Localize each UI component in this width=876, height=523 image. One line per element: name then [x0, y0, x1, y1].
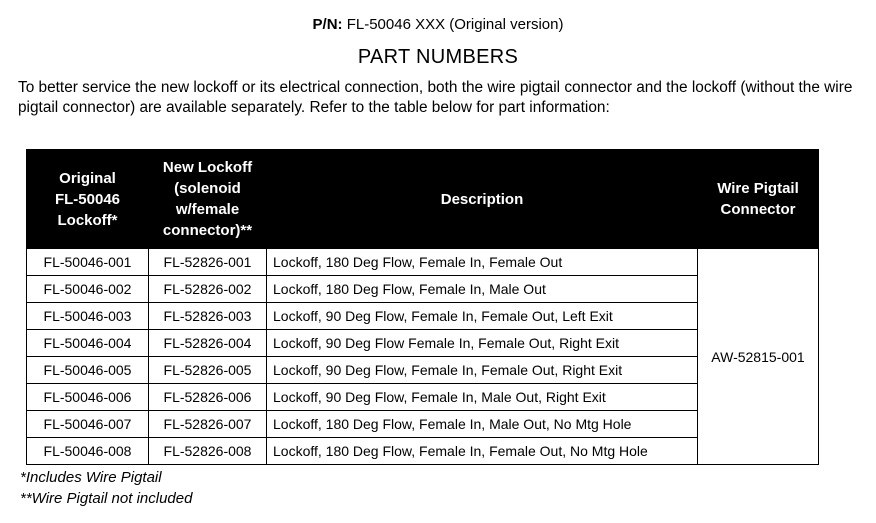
cell-description: Lockoff, 90 Deg Flow, Female In, Female Out, Left Exit	[267, 303, 698, 330]
cell-new: FL-52826-007	[149, 411, 267, 438]
cell-description: Lockoff, 180 Deg Flow, Female In, Female Out, No Mtg Hole	[267, 438, 698, 465]
cell-original: FL-50046-006	[27, 384, 149, 411]
cell-new: FL-52826-008	[149, 438, 267, 465]
cell-original: FL-50046-003	[27, 303, 149, 330]
part-numbers-table	[26, 149, 819, 465]
cell-description: Lockoff, 180 Deg Flow, Female In, Male Out	[267, 276, 698, 303]
cell-original: FL-50046-004	[27, 330, 149, 357]
cell-new: FL-52826-004	[149, 330, 267, 357]
cell-original: FL-50046-002	[27, 276, 149, 303]
cell-new: FL-52826-001	[149, 249, 267, 276]
cell-description: Lockoff, 180 Deg Flow, Female In, Male Out, No Mtg Hole	[267, 411, 698, 438]
cell-description: Lockoff, 90 Deg Flow, Female In, Male Out, Right Exit	[267, 384, 698, 411]
header-description: Description	[267, 150, 698, 249]
page-title: PART NUMBERS	[357, 46, 519, 68]
cell-new: FL-52826-003	[149, 303, 267, 330]
footnotes	[20, 467, 192, 509]
header-wire-pigtail: Wire Pigtail Connector	[698, 150, 819, 249]
pn-label: P/N:	[312, 16, 343, 33]
cell-new: FL-52826-005	[149, 357, 267, 384]
cell-original: FL-50046-007	[27, 411, 149, 438]
cell-wire-pigtail: AW-52815-001	[698, 249, 819, 465]
header-original: Original FL-50046 Lockoff*	[27, 150, 149, 249]
intro-paragraph: To better service the new lockoff or its electrical connection, both the wire pigtail connector and the lockoff (without the wire pigtail connector) are available separately. Refer to the table below for part information:	[18, 79, 853, 116]
header-new-lockoff: New Lockoff (solenoid w/female connector)**	[149, 150, 267, 249]
cell-original: FL-50046-001	[27, 249, 149, 276]
footnote-includes-pigtail: *Includes Wire Pigtail	[20, 469, 162, 486]
cell-new: FL-52826-002	[149, 276, 267, 303]
cell-description: Lockoff, 90 Deg Flow Female In, Female Out, Right Exit	[267, 330, 698, 357]
cell-description: Lockoff, 90 Deg Flow, Female In, Female Out, Right Exit	[267, 357, 698, 384]
part-number-line	[0, 16, 876, 33]
cell-description: Lockoff, 180 Deg Flow, Female In, Female Out	[267, 249, 698, 276]
cell-original: FL-50046-005	[27, 357, 149, 384]
cell-original: FL-50046-008	[27, 438, 149, 465]
cell-new: FL-52826-006	[149, 384, 267, 411]
table-row	[27, 249, 819, 276]
footnote-pigtail-not-included: **Wire Pigtail not included	[20, 490, 193, 507]
table-header-row	[27, 150, 819, 249]
pn-value: FL-50046 XXX (Original version)	[346, 16, 564, 33]
